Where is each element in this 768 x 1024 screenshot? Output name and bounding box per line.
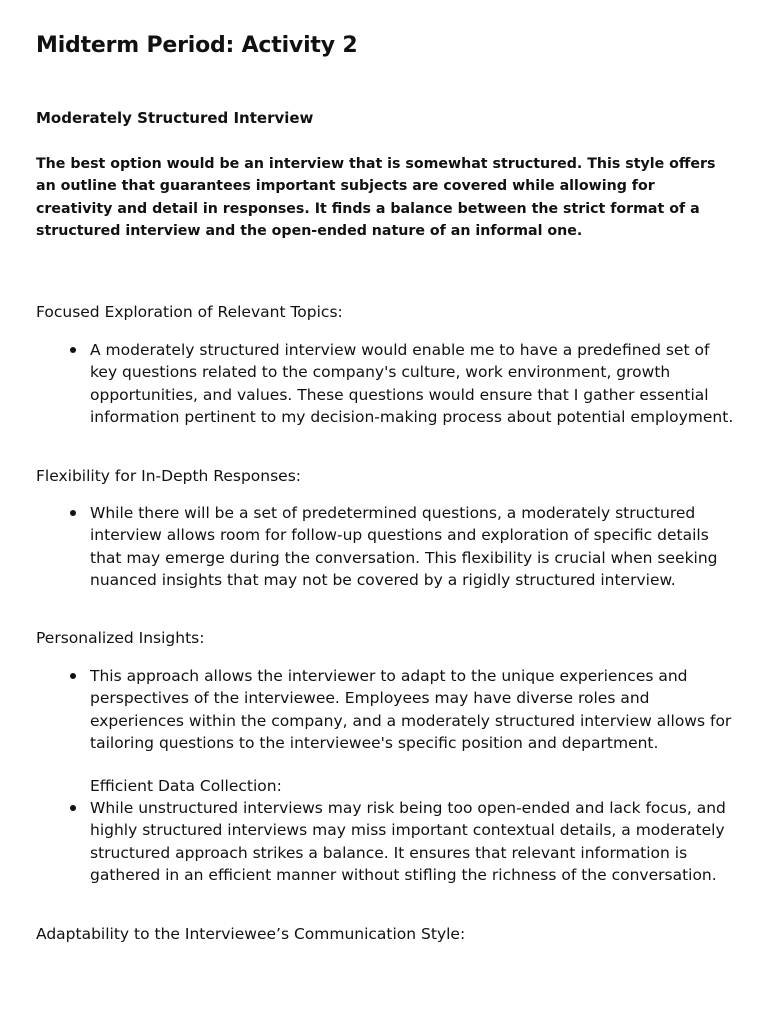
bullet-text: While there will be a set of predetermined questions, a moderately structured interview allows room for follow-up questions and exploration of specific details that may emerge during the conversation. This flexibility is crucial when seeking nuanced insights that may not be covered by a rigidly structured interview. [90,504,718,589]
list-item-efficient-data-collection [90,797,738,886]
intro-paragraph: The best option would be an interview that is somewhat structured. This style offers an outline that guarantees important subjects are covered while allowing for creativity and detail in responses. It finds a balance between the strict format of a structured interview and the open-ended nature of an informal one. [36,156,716,239]
bullet-text: This approach allows the interviewer to adapt to the unique experiences and perspectives of the interviewee. Employees may have diverse roles and experiences within the company, and a moderately structured interview allows for tailoring questions to the interviewee's specific position and department. [90,667,732,752]
section-heading-focused-exploration: Focused Exploration of Relevant Topics: [36,303,343,321]
bullet-icon [70,347,76,353]
section-heading-adaptability: Adaptability to the Interviewee’s Communication Style: [36,925,466,943]
page-title: Midterm Period: Activity 2 [36,33,358,58]
section-heading-efficient-data-collection: Efficient Data Collection: [90,777,282,795]
bullet-icon [70,805,76,811]
bullet-text: While unstructured interviews may risk being too open-ended and lack focus, and highly structured interviews may miss important contextual details, a moderately structured approach strikes a balance. It ensures that relevant information is gathered in an efficient manner without stifling the richness of the conversation. [90,799,726,884]
list-item-personalized-insights [90,665,738,754]
section-heading-personalized-insights: Personalized Insights: [36,629,205,647]
recommendation-heading: Moderately Structured Interview [36,109,314,127]
section-heading-flexibility: Flexibility for In-Depth Responses: [36,467,302,485]
list-item-flexibility [90,502,738,591]
bullet-text: A moderately structured interview would enable me to have a predefined set of key questions related to the company's culture, work environment, growth opportunities, and values. These questions would ensure that I gather essential information pertinent to my decision-making process about potential employment. [90,341,734,426]
list-item-focused-exploration [90,339,738,428]
bullet-icon [70,673,76,679]
bullet-icon [70,510,76,516]
